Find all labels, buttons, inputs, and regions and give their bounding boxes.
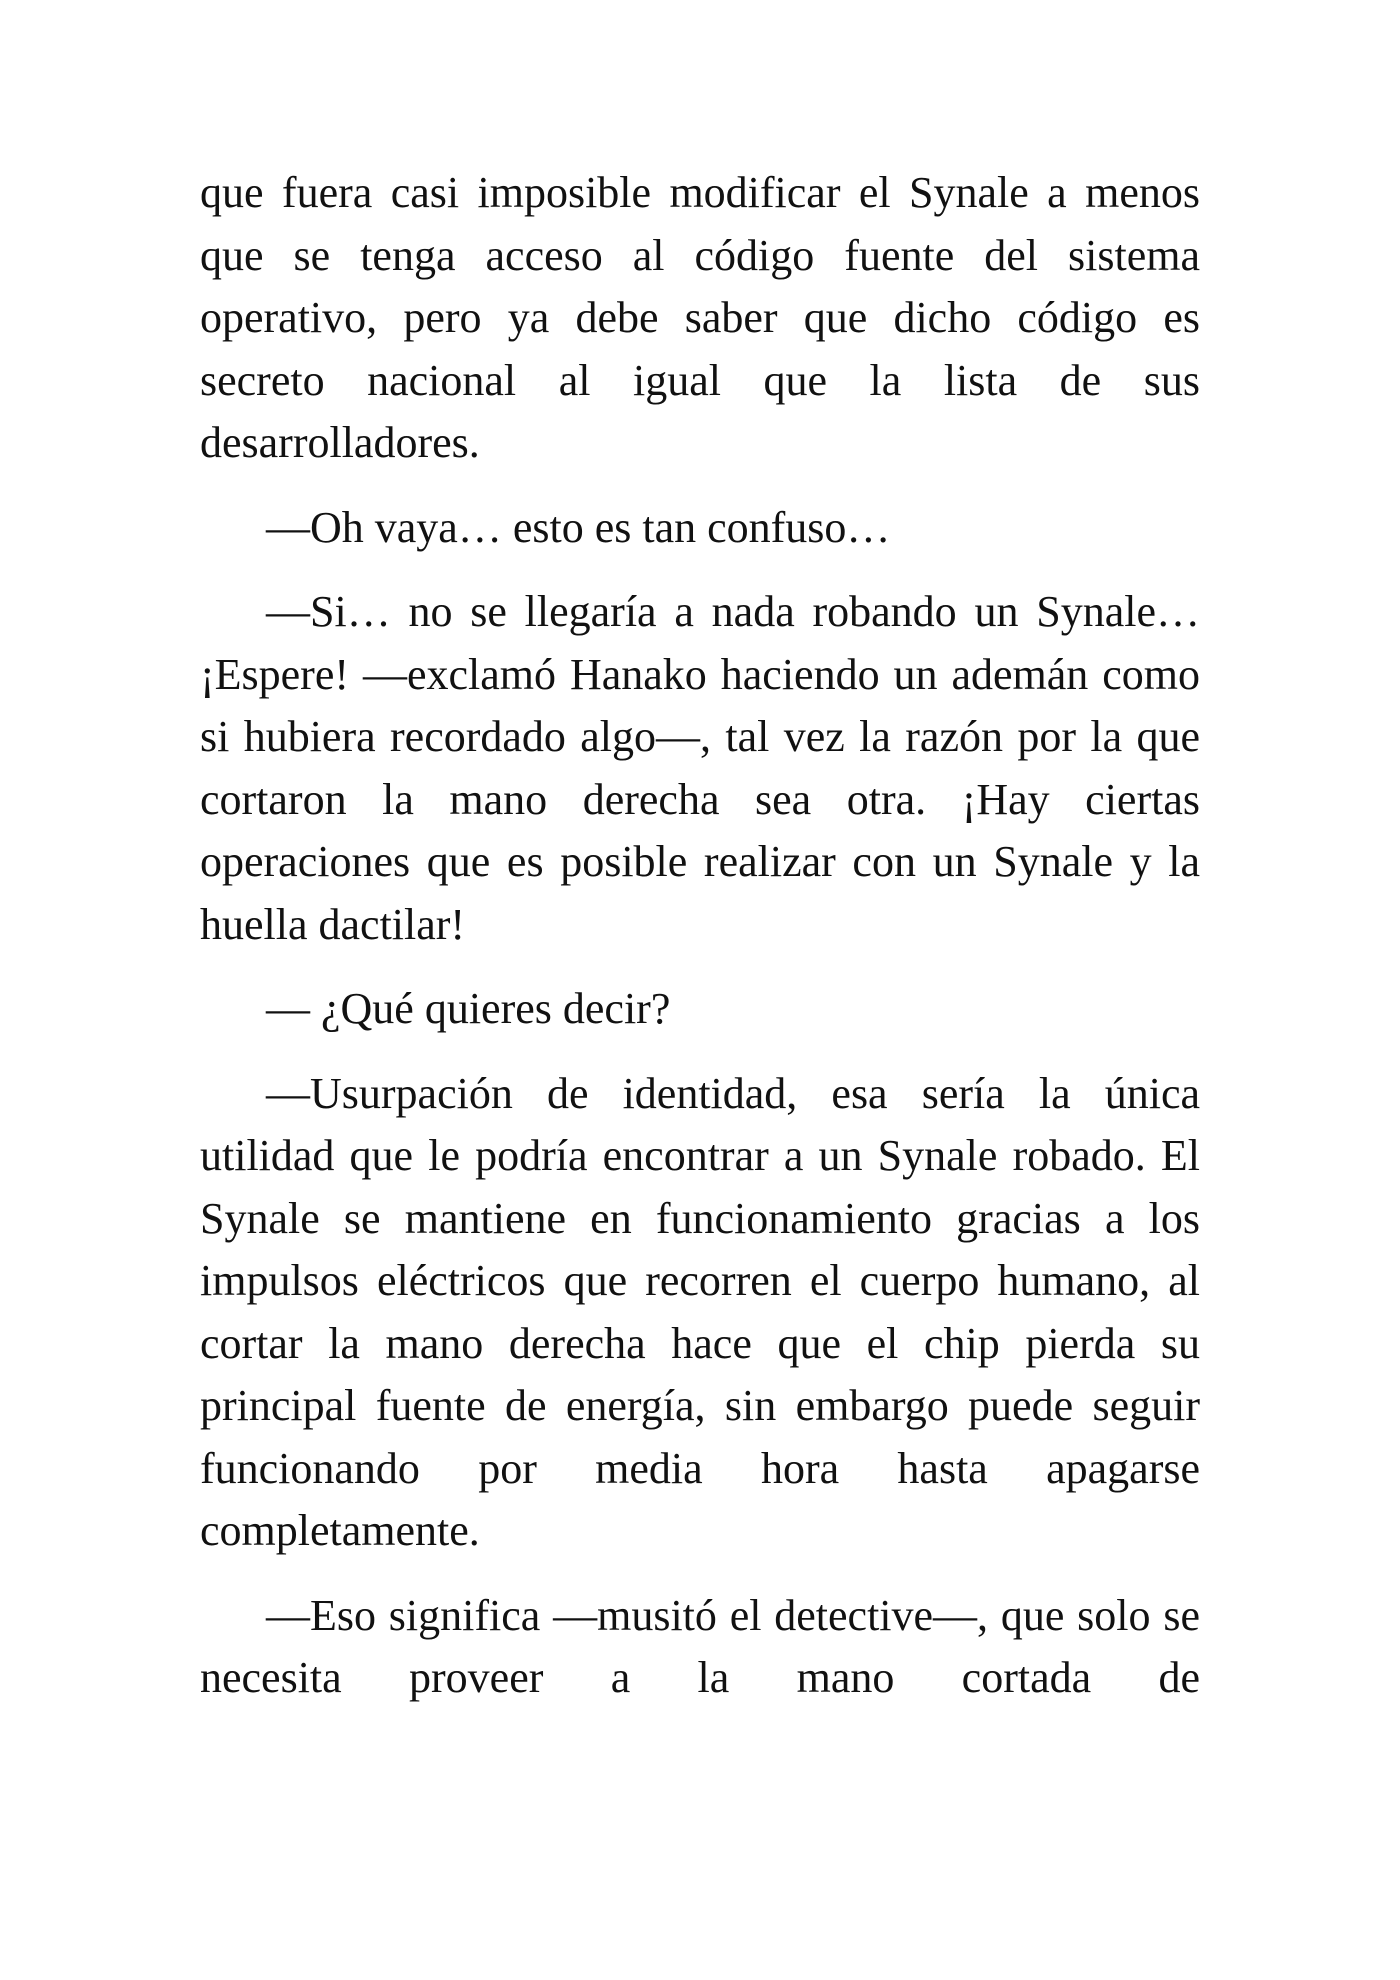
paragraph-dialogue-question: — ¿Qué quieres decir?: [266, 984, 671, 1033]
paragraph-dialogue-oh-vaya: —Oh vaya… esto es tan confuso…: [266, 502, 891, 552]
paragraph-dialogue-detective: —Eso significa —musitó el detective—, que solo se necesita proveer a la mano cortada de: [200, 1590, 1200, 1702]
page-text: [200, 162, 1200, 1732]
paragraph-continuation: que fuera casi imposible modificar el Synale a menos que se tenga acceso al código fuente del sistema operativo, pero ya debe saber que dicho código es secreto nacional al igual que la lista de sus desarrolladores.: [200, 168, 1200, 467]
paragraph-dialogue-hanako: —Si… no se llegaría a nada robando un Synale… ¡Espere! —exclamó Hanako haciendo un ademán como si hubiera recordado algo—, tal vez la razón por la que cortaron la mano derecha sea otra. ¡Hay ciertas operaciones que es posible realizar con un Synale y la huella dactilar!: [200, 587, 1200, 949]
paragraph-dialogue-usurpacion: —Usurpación de identidad, esa sería la única utilidad que le podría encontrar a un Synale robado. El Synale se mantiene en funcionamiento gracias a los impulsos eléctricos que recorren el cuerpo humano, al cortar la mano derecha hace que el chip pierda su principal fuente de energía, sin embargo puede seguir funcionando por media hora hasta apagarse completamente.: [200, 1068, 1200, 1555]
